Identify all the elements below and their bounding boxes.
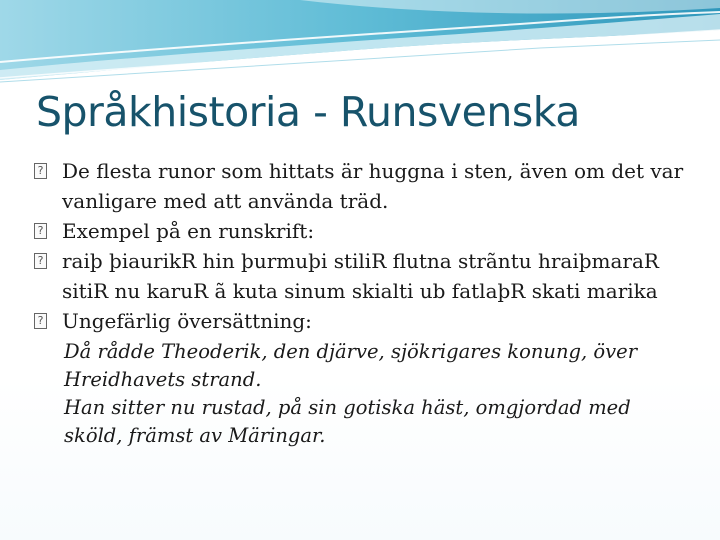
translation-line: Hreidhavets strand.	[64, 368, 262, 391]
translation-line: sköld, främst av Märingar.	[64, 424, 326, 447]
unknown-glyph-icon: ?	[34, 223, 47, 239]
unknown-glyph-icon: ?	[34, 313, 47, 329]
bullet-text: De flesta runor som hittats är huggna i sten, även om det var vanligare med att använda träd.	[62, 159, 684, 213]
unknown-glyph-icon: ?	[34, 163, 47, 179]
slide-title: Språkhistoria - Runsvenska	[36, 88, 580, 136]
bullet-item	[32, 216, 692, 246]
bullet-text: Exempel på en runskrift:	[62, 219, 315, 243]
bullet-item	[32, 246, 692, 306]
bullet-item	[32, 156, 692, 216]
translation-block	[32, 338, 692, 450]
translation-line: Han sitter nu rustad, på sin gotiska häst, omgjordad med	[64, 396, 631, 419]
bullet-text: raiþ þiaurikR hin þurmuþi stiliR flutna strãntu hraiþmaraR sitiR nu karuR ã kuta sinum skialti ub fatlaþR skati marika	[62, 249, 659, 303]
translation-line: Då rådde Theoderik, den djärve, sjökrigares konung, över	[64, 340, 638, 363]
unknown-glyph-icon: ?	[34, 253, 47, 269]
decorative-wave-banner	[0, 0, 720, 90]
bullet-text: Ungefärlig översättning:	[62, 309, 312, 333]
bullet-item	[32, 306, 692, 336]
slide-content	[32, 156, 692, 450]
